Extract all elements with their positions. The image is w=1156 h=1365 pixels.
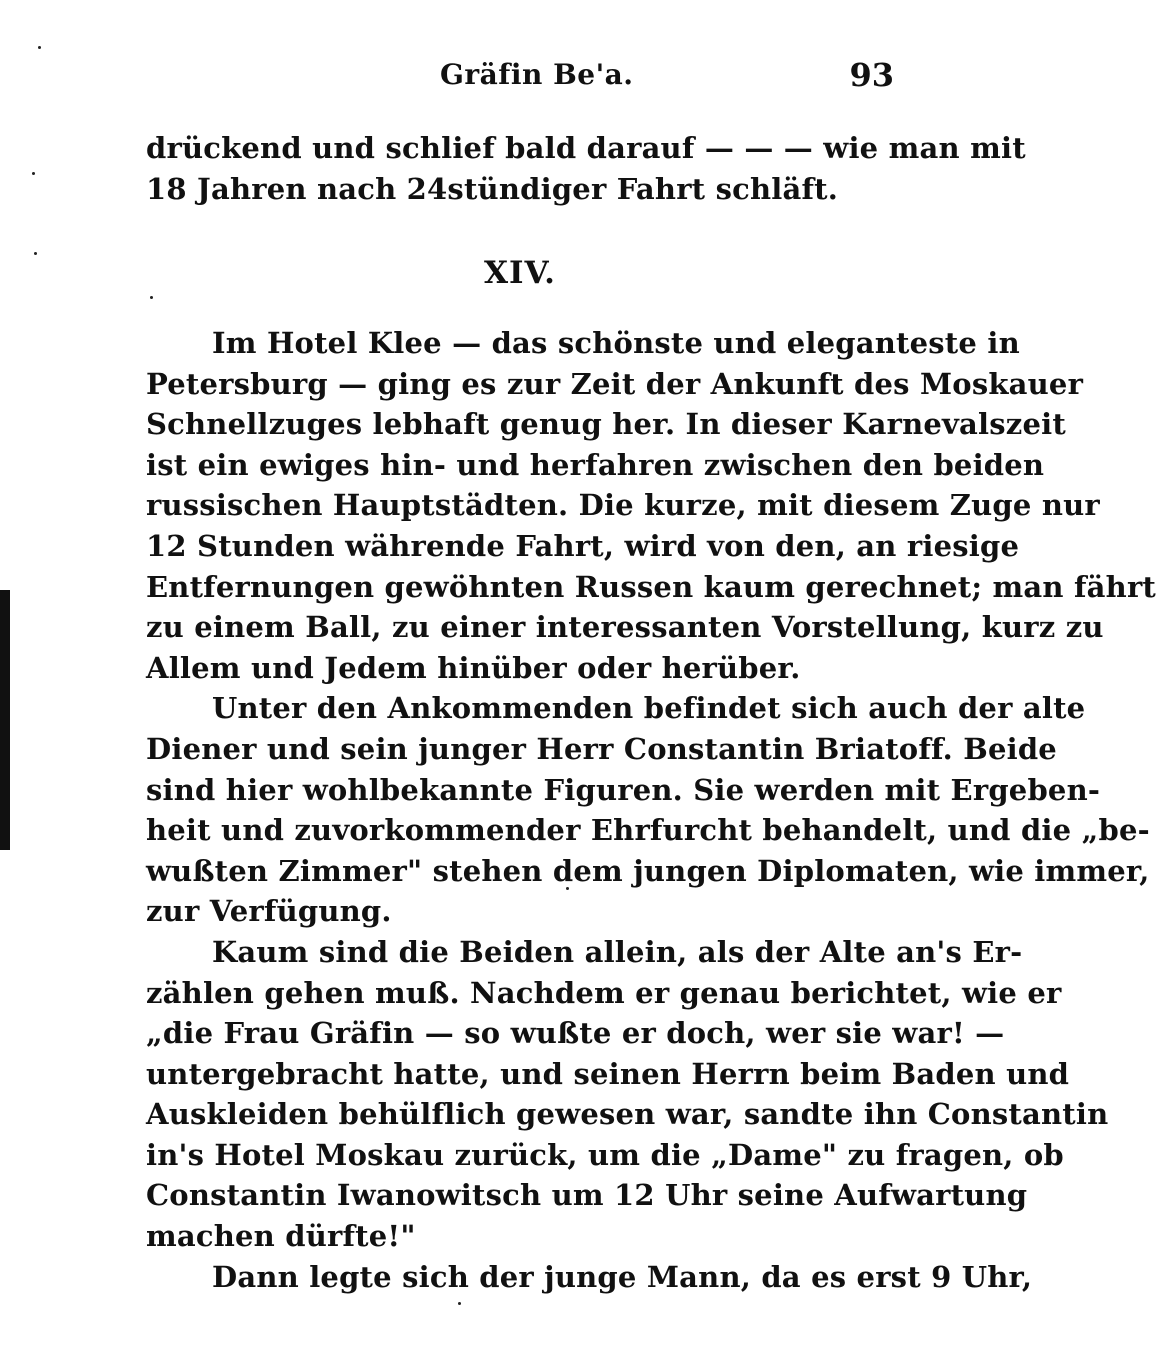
paragraph	[146, 323, 1156, 688]
scan-speck	[34, 252, 37, 255]
scan-speck	[38, 46, 41, 49]
running-title: Gräfin Be'a.	[440, 58, 634, 91]
text-line: „die Frau Gräfin — so wußte er doch, wer sie war! —	[146, 1016, 1005, 1051]
text-line: Allem und Jedem hinüber oder herüber.	[146, 650, 801, 685]
text-line: zählen gehen muß. Nachdem er genau berichtet, wie er	[146, 975, 1062, 1010]
text-line: russischen Hauptstädten. Die kurze, mit diesem Zuge nur	[146, 488, 1100, 523]
scan-speck	[150, 296, 153, 299]
page-header	[146, 58, 894, 98]
chapter-body	[146, 323, 1156, 1297]
intro-text	[146, 128, 1026, 209]
page-number: 93	[849, 56, 894, 94]
text-line: Unter den Ankommenden befindet sich auch der alte	[212, 691, 1086, 726]
text-line: Im Hotel Klee — das schönste und eleganteste in	[212, 326, 1020, 360]
text-line: heit und zuvorkommender Ehrfurcht behandelt, und die „be-	[146, 813, 1150, 848]
text-line: untergebracht hatte, und seinen Herrn beim Baden und	[146, 1056, 1070, 1091]
text-line: Constantin Iwanowitsch um 12 Uhr seine Aufwartung	[146, 1178, 1028, 1213]
text-line: zur Verfügung.	[146, 894, 392, 929]
text-line: wußten Zimmer" stehen dem jungen Diplomaten, wie immer,	[146, 853, 1150, 888]
text-line: drückend und schlief bald darauf — — — wie man mit	[146, 131, 1026, 165]
text-line: machen dürfte!"	[146, 1219, 416, 1254]
text-line: ist ein ewiges hin- und herfahren zwischen den beiden	[146, 447, 1045, 482]
text-line: Kaum sind die Beiden allein, als der Alte an's Er-	[212, 934, 1023, 969]
chapter-heading: XIV.	[484, 255, 556, 291]
scan-speck	[32, 172, 35, 175]
text-line: 18 Jahren nach 24stündiger Fahrt schläft.	[146, 171, 839, 206]
text-line: 12 Stunden währende Fahrt, wird von den, an riesige	[146, 528, 1020, 563]
text-line: Dann legte sich der junge Mann, da es erst 9 Uhr,	[212, 1259, 1033, 1294]
text-line: in's Hotel Moskau zurück, um die „Dame" zu fragen, ob	[146, 1137, 1064, 1172]
paragraph	[146, 932, 1109, 1257]
text-line: Petersburg — ging es zur Zeit der Ankunft des Moskauer	[146, 366, 1084, 401]
text-line: Entfernungen gewöhnten Russen kaum gerechnet; man fährt	[146, 569, 1156, 604]
text-line: zu einem Ball, zu einer interessanten Vorstellung, kurz zu	[146, 610, 1104, 645]
paragraph	[146, 1257, 1033, 1298]
scan-speck	[458, 1302, 461, 1305]
text-line: sind hier wohlbekannte Figuren. Sie werden mit Ergeben-	[146, 772, 1101, 807]
text-line: Schnellzuges lebhaft genug her. In dieser Karnevalszeit	[146, 407, 1066, 442]
text-line: Auskleiden behülflich gewesen war, sandte ihn Constantin	[146, 1097, 1109, 1132]
scan-gutter-shadow	[0, 590, 10, 850]
text-line: Diener und sein junger Herr Constantin Briatoff. Beide	[146, 731, 1057, 766]
paragraph	[146, 688, 1150, 932]
